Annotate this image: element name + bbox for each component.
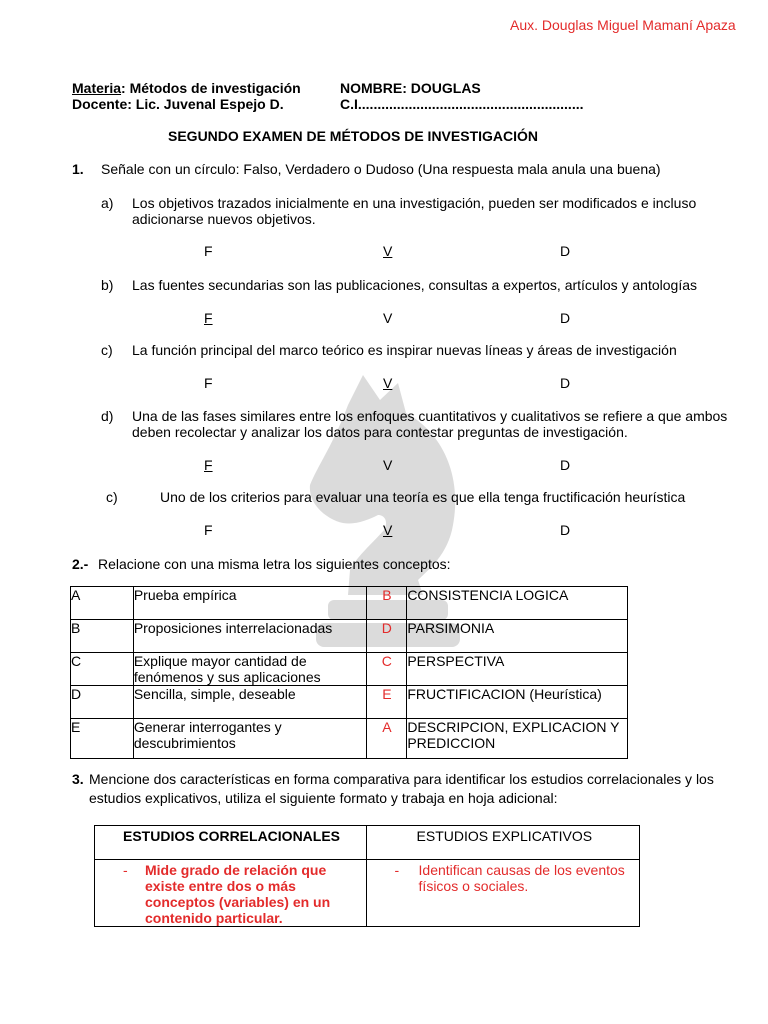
table-row [71,620,628,653]
author-name: Aux. Douglas Miguel Mamaní Apaza [510,17,736,33]
col-correlacionales-header: ESTUDIOS CORRELACIONALES [95,826,367,860]
q1-item-text-2: adicionarse nuevos objetivos. [132,211,316,227]
bullet-dash: - [394,862,400,878]
q1-item-text: Los objetivos trazados inicialmente en una investigación, pueden ser modificados e incluso [132,195,697,211]
option-v[interactable]: V [383,457,393,473]
q1-prompt: Señale con un círculo: Falso, Verdadero o Dudoso (Una respuesta mala anula una buena) [101,161,661,177]
ci-field: C.I.......................................................... [340,96,584,112]
row-term: CONSISTENCIA LOGICA [407,587,628,620]
option-d[interactable]: D [560,522,571,538]
option-v-selected[interactable]: V [383,243,393,259]
q1-item-text: Uno de los criterios para evaluar una teoría es que ella tenga fructificación heurística [160,489,686,505]
option-d[interactable]: D [560,457,571,473]
option-f[interactable]: F [204,375,213,391]
row-concept: Sencilla, simple, deseable [133,686,367,719]
table-row [71,719,628,759]
row-concept: Explique mayor cantidad de fenómenos y sus aplicaciones [133,653,367,686]
bullet-dash: - [123,862,128,878]
option-f[interactable]: F [204,243,213,259]
row-match[interactable]: B [367,587,407,620]
row-match[interactable]: D [367,620,407,653]
row-match[interactable]: E [367,686,407,719]
row-letter: A [71,587,134,620]
row-term: PARSIMONIA [407,620,628,653]
q1-item-letter: a) [101,195,114,211]
q1-number: 1. [72,161,84,177]
option-f-selected[interactable]: F [204,457,213,473]
q1-item-letter: b) [101,277,114,293]
row-letter: B [71,620,134,653]
q1-item-text: Las fuentes secundarias son las publicaciones, consultas a expertos, artículos y antologías [132,277,697,293]
row-term: FRUCTIFICACION (Heurística) [407,686,628,719]
matching-table [70,586,628,759]
explicativos-answer [366,860,639,927]
materia-label: Materia [72,80,122,96]
option-v[interactable]: V [383,310,393,326]
table-row [71,686,628,719]
row-match[interactable]: C [367,653,407,686]
q3-prompt: Mencione dos características en forma comparativa para identificar los estudios correlacionales y los [89,771,714,787]
row-concept: Prueba empírica [133,587,367,620]
option-d[interactable]: D [560,375,571,391]
materia-line [72,80,301,96]
q3-number: 3. [72,771,84,787]
docente-line: Docente: Lic. Juvenal Espejo D. [72,96,284,112]
row-letter: D [71,686,134,719]
option-v-selected[interactable]: V [383,375,393,391]
comparison-table [94,825,640,927]
option-d[interactable]: D [560,310,571,326]
option-f-selected[interactable]: F [204,310,213,326]
q1-item-letter: c) [106,489,118,505]
nombre-field: NOMBRE: DOUGLAS [340,80,481,96]
option-f[interactable]: F [204,522,213,538]
table-row [71,653,628,686]
q1-item-letter: d) [101,408,114,424]
option-d[interactable]: D [560,243,571,259]
table-row [71,587,628,620]
table-row [95,860,640,927]
row-letter: C [71,653,134,686]
correlacionales-answer [95,860,367,927]
exam-title: SEGUNDO EXAMEN DE MÉTODOS DE INVESTIGACIÓN [168,128,539,144]
row-term: DESCRIPCION, EXPLICACION Y PREDICCION [407,719,628,759]
row-letter: E [71,719,134,759]
row-concept: Proposiciones interrelacionadas [133,620,367,653]
row-match[interactable]: A [367,719,407,759]
col-explicativos-header: ESTUDIOS EXPLICATIVOS [366,826,639,860]
q2-number: 2.- [72,556,89,572]
q1-item-letter: c) [101,342,113,358]
row-term: PERSPECTIVA [407,653,628,686]
correlacionales-text: Mide grado de relación que existe entre dos o más conceptos (variables) en un contenido particular. [145,862,331,926]
q2-prompt: Relacione con una misma letra los siguientes conceptos: [98,556,451,572]
q1-item-text: La función principal del marco teórico es inspirar nuevas líneas y áreas de investigación [132,342,677,358]
q1-item-text: Una de las fases similares entre los enfoques cuantitativos y cualitativos se refiere a que ambos [132,408,728,424]
table-header-row [95,826,640,860]
materia-value: : Métodos de investigación [121,80,301,96]
row-concept: Generar interrogantes y descubrimientos [133,719,367,759]
q1-item-text-2: deben recolectar y analizar los datos para contestar preguntas de investigación. [132,424,628,440]
q3-prompt-2: estudios explicativos, utiliza el siguiente formato y trabaja en hoja adicional: [89,790,558,806]
option-v-selected[interactable]: V [383,522,393,538]
explicativos-text: Identifican causas de los eventos físicos o sociales. [418,862,625,894]
